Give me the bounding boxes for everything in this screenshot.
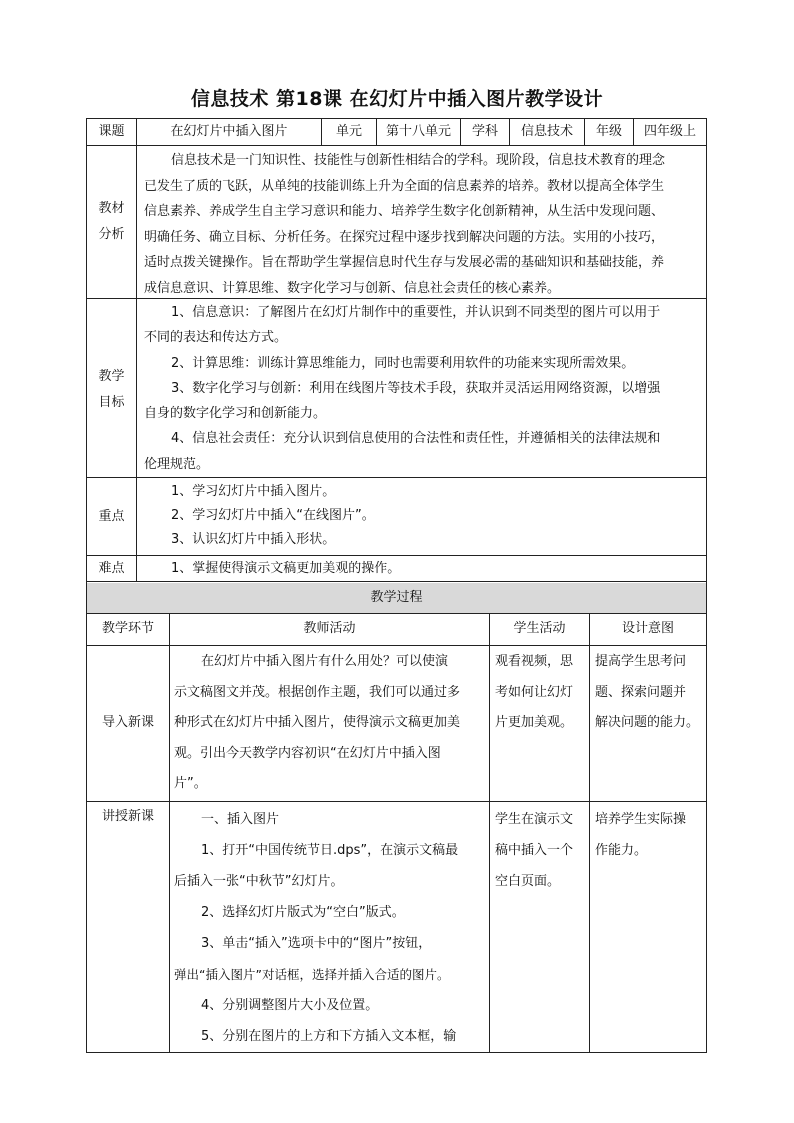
text-line: 2、学习幻灯片中插入“在线图片”。 xyxy=(171,508,375,523)
text-line: 2、选择幻灯片版式为“空白”版式。 xyxy=(201,905,405,920)
label-key-points: 重点 xyxy=(98,509,125,524)
stage-intro: 导入新课 xyxy=(101,715,154,730)
process-title: 教学过程 xyxy=(370,590,423,605)
text-line: 明确任务、确立目标、分析任务。在探究过程中逐步找到解决问题的方法。实用的小技巧， xyxy=(144,229,665,245)
subject-value: 信息技术 xyxy=(520,124,573,139)
text-line: 题、探索问题并 xyxy=(595,684,687,700)
difficulty-text: 1、掌握使得演示文稿更加美观的操作。 xyxy=(171,561,401,576)
label-goals: 教学 目标 xyxy=(98,369,125,410)
text-line: 考如何让幻灯 xyxy=(495,684,574,700)
text-line: 3、单击“插入”选项卡中的“图片”按钮， xyxy=(201,936,432,951)
text-line: 信息技术是一门知识性、技能性与创新性相结合的学科。现阶段，信息技术教育的理念 xyxy=(171,153,666,168)
text-line: 弹出“插入图片”对话框，选择并插入合适的图片。 xyxy=(174,967,450,982)
text-line: 已发生了质的飞跃，从单纯的技能训练上升为全面的信息素养的培养。教材以提高全体学生 xyxy=(144,178,665,194)
text-line: 示文稿图文并茂。根据创作主题，我们可以通过多 xyxy=(174,684,461,700)
text-line: 空白页面。 xyxy=(495,874,561,889)
rule xyxy=(86,477,707,478)
text-line: 提高学生思考问 xyxy=(595,654,687,669)
text-line: 后插入一张“中秋节”幻灯片。 xyxy=(174,874,344,889)
student-new-lesson xyxy=(495,804,587,897)
rule xyxy=(489,613,490,1053)
label-unit: 单元 xyxy=(335,124,362,139)
text-line: 稿中插入一个 xyxy=(495,843,574,858)
text-line: 种形式在幻灯片中插入图片，使得演示文稿更加美 xyxy=(174,715,461,730)
stage-new-lesson: 讲授新课 xyxy=(101,809,154,824)
intent-intro xyxy=(595,647,705,739)
label-topic: 课题 xyxy=(98,124,125,139)
text-line: 培养学生实际操 xyxy=(595,812,687,827)
intent-new-lesson xyxy=(595,804,705,866)
student-intro xyxy=(495,647,587,739)
text-line: 片”。 xyxy=(174,776,207,791)
label-subject: 学科 xyxy=(471,124,498,139)
rule xyxy=(86,613,707,614)
rule xyxy=(589,613,590,1053)
text-line: 1、打开“中国传统节日.dps”，在演示文稿最 xyxy=(201,843,459,858)
text-line: 片更加美观。 xyxy=(495,715,574,730)
key-points-text xyxy=(171,480,701,552)
text-line: 1、学习幻灯片中插入图片。 xyxy=(171,484,336,499)
rule xyxy=(136,118,137,582)
text-line: 1、信息意识：了解图片在幻灯片制作中的重要性，并认识到不同类型的图片可以用于 xyxy=(171,305,661,320)
analysis-text xyxy=(144,148,704,301)
text-line: 信息素养、养成学生自主学习意识和能力、培养学生数字化创新精神，从生活中发现问题、 xyxy=(144,204,665,219)
label-grade: 年级 xyxy=(595,124,622,139)
text-line: 作能力。 xyxy=(595,843,648,858)
col-stage: 教学环节 xyxy=(101,621,154,636)
goals-text xyxy=(144,300,704,477)
text-line: 3、认识幻灯片中插入形状。 xyxy=(171,532,336,547)
text-line: 4、信息社会责任：充分认识到信息使用的合法性和责任性，并遵循相关的法律法规和 xyxy=(171,431,661,447)
teacher-new-lesson xyxy=(174,804,486,1052)
text-line: 一、插入图片 xyxy=(201,812,280,827)
text-line: 在幻灯片中插入图片有什么用处？可以使演 xyxy=(201,654,449,669)
col-student: 学生活动 xyxy=(513,621,566,636)
rule xyxy=(86,145,707,146)
rule xyxy=(169,613,170,1053)
unit-value: 第十八单元 xyxy=(385,124,451,139)
text-line: 自身的数字化学习和创新能力。 xyxy=(144,406,327,422)
doc-title: 信息技术 第18课 在幻灯片中插入图片教学设计 xyxy=(190,88,604,110)
text-line: 不同的表达和传达方式。 xyxy=(144,330,288,346)
rule xyxy=(86,801,707,802)
rule xyxy=(86,645,707,646)
text-line: 成信息意识、计算思维、数字化学习与创新、信息社会责任的核心素养。 xyxy=(144,280,561,296)
text-line: 观。引出今天教学内容初识“在幻灯片中插入图 xyxy=(174,745,441,761)
text-line: 5、分别在图片的上方和下方插入文本框，输 xyxy=(201,1029,457,1044)
text-line: 适时点拨关键操作。旨在帮助学生掌握信息时代生存与发展必需的基础知识和基础技能，养 xyxy=(144,255,665,270)
text-line: 3、数字化学习与创新：利用在线图片等技术手段，获取并灵活运用网络资源，以增强 xyxy=(171,380,661,396)
label-analysis: 教材 分析 xyxy=(98,201,125,242)
label-difficulty: 难点 xyxy=(98,561,125,576)
text-line: 伦理规范。 xyxy=(144,456,210,472)
text-line: 4、分别调整图片大小及位置。 xyxy=(201,998,379,1013)
grade-value: 四年级上 xyxy=(643,124,696,139)
topic-value: 在幻灯片中插入图片 xyxy=(170,124,288,139)
text-line: 学生在演示文 xyxy=(495,812,574,827)
teacher-intro xyxy=(174,647,486,800)
text-line: 解决问题的能力。 xyxy=(595,715,700,730)
text-line: 观看视频，思 xyxy=(495,654,574,669)
col-teacher: 教师活动 xyxy=(303,621,356,636)
col-intent: 设计意图 xyxy=(621,621,674,636)
text-line: 2、计算思维：训练计算思维能力，同时也需要利用软件的功能来实现所需效果。 xyxy=(171,355,635,371)
